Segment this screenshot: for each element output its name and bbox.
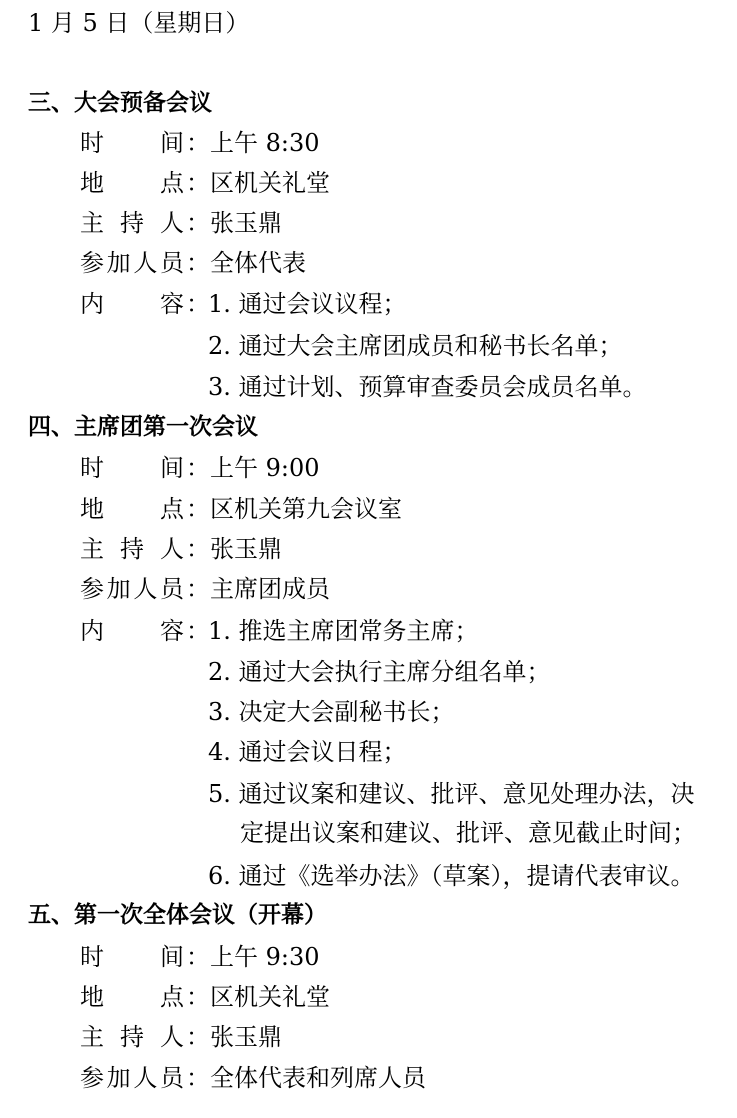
list-item: 1. 推选主席团常务主席； xyxy=(208,617,479,645)
content-label: 内 容 xyxy=(80,617,184,645)
colon: ： xyxy=(186,209,210,237)
attendees-value: 全体代表 xyxy=(210,249,306,277)
attendees-value: 主席团成员 xyxy=(210,575,330,603)
colon: ： xyxy=(186,535,210,563)
list-item-continuation: 定提出议案和建议、批评、意见截止时间； xyxy=(240,819,696,847)
colon: ： xyxy=(186,1064,210,1092)
attendees-label: 参 加 人 员 xyxy=(80,249,184,277)
time-label: 时 间 xyxy=(80,129,184,157)
attendees-label: 参 加 人 员 xyxy=(80,575,184,603)
colon: ： xyxy=(186,1023,210,1051)
time-value: 上午 8:30 xyxy=(210,129,320,157)
place-label: 地 点 xyxy=(80,495,184,523)
colon: ： xyxy=(186,495,210,523)
colon: ： xyxy=(186,290,210,318)
time-value: 上午 9:00 xyxy=(210,454,320,482)
section-heading: 三、大会预备会议 xyxy=(28,90,212,116)
host-label: 主 持 人 xyxy=(80,535,184,563)
list-item: 1. 通过会议议程； xyxy=(208,290,407,318)
place-value: 区机关礼堂 xyxy=(210,983,330,1011)
colon: ： xyxy=(186,575,210,603)
host-value: 张玉鼎 xyxy=(210,1023,282,1051)
time-label: 时 间 xyxy=(80,454,184,482)
list-item: 2. 通过大会执行主席分组名单； xyxy=(208,658,551,686)
colon: ： xyxy=(186,943,210,971)
host-value: 张玉鼎 xyxy=(210,209,282,237)
place-value: 区机关礼堂 xyxy=(210,169,330,197)
list-item: 3. 决定大会副秘书长； xyxy=(208,698,455,726)
colon: ： xyxy=(186,249,210,277)
colon: ： xyxy=(186,169,210,197)
colon: ： xyxy=(186,983,210,1011)
list-item: 6. 通过《选举办法》（草案），提请代表审议。 xyxy=(208,862,695,890)
content-label: 内 容 xyxy=(80,290,184,318)
section-heading: 五、第一次全体会议（开幕） xyxy=(28,902,327,928)
place-label: 地 点 xyxy=(80,983,184,1011)
place-label: 地 点 xyxy=(80,169,184,197)
list-item: 3. 通过计划、预算审查委员会成员名单。 xyxy=(208,373,647,401)
place-value: 区机关第九会议室 xyxy=(210,495,402,523)
colon: ： xyxy=(186,617,210,645)
time-value: 上午 9:30 xyxy=(210,943,320,971)
list-item: 5. 通过议案和建议、批评、意见处理办法，决 xyxy=(208,780,695,808)
colon: ： xyxy=(186,129,210,157)
list-item: 2. 通过大会主席团成员和秘书长名单； xyxy=(208,332,623,360)
list-item: 4. 通过会议日程； xyxy=(208,738,407,766)
schedule-date: 1 月 5 日（星期日） xyxy=(28,9,250,37)
time-label: 时 间 xyxy=(80,943,184,971)
host-label: 主 持 人 xyxy=(80,1023,184,1051)
section-heading: 四、主席团第一次会议 xyxy=(28,414,258,440)
attendees-value: 全体代表和列席人员 xyxy=(210,1064,426,1092)
host-value: 张玉鼎 xyxy=(210,535,282,563)
colon: ： xyxy=(186,454,210,482)
host-label: 主 持 人 xyxy=(80,209,184,237)
attendees-label: 参 加 人 员 xyxy=(80,1064,184,1092)
